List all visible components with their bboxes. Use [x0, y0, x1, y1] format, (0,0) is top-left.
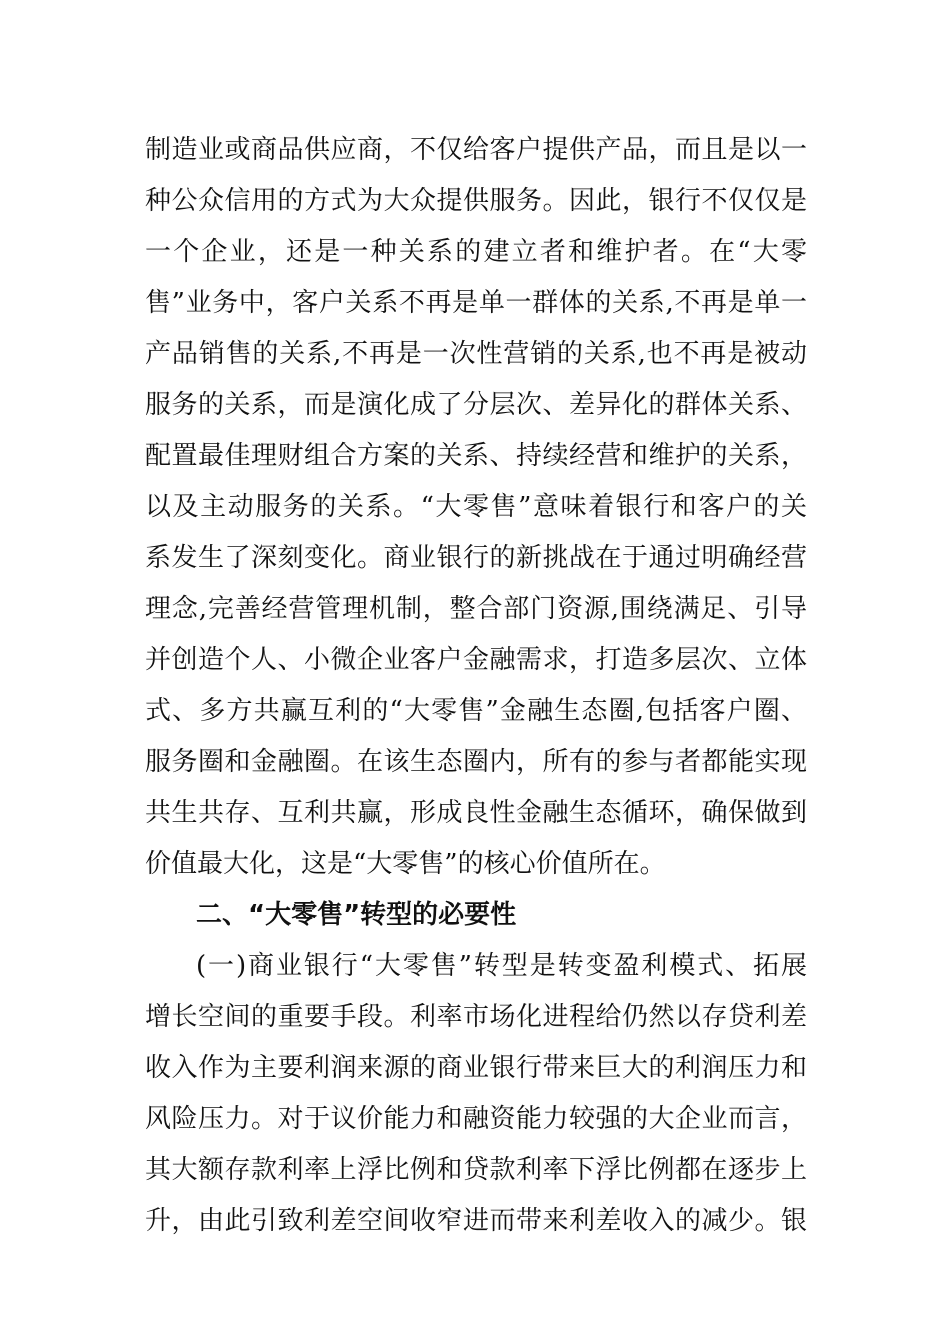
- paragraph-line: 一个企业，还是一种关系的建立者和维护者。在“大零: [145, 237, 807, 267]
- paragraph-line: 理念,完善经营管理机制，整合部门资源,围绕满足、引导: [145, 594, 807, 624]
- paragraph-line: 风险压力。对于议价能力和融资能力较强的大企业而言，: [145, 1104, 807, 1134]
- paragraph-line: 制造业或商品供应商，不仅给客户提供产品，而且是以一: [145, 135, 807, 165]
- paragraph-line: 服务的关系，而是演化成了分层次、差异化的群体关系、: [145, 390, 807, 420]
- section-heading: 二、“大零售”转型的必要性: [196, 900, 517, 930]
- paragraph-line: 配置最佳理财组合方案的关系、持续经营和维护的关系，: [145, 441, 807, 471]
- paragraph-line: 种公众信用的方式为大众提供服务。因此，银行不仅仅是: [145, 186, 807, 216]
- paragraph-line: 服务圈和金融圈。在该生态圈内，所有的参与者都能实现: [145, 747, 807, 777]
- paragraph-line: 增长空间的重要手段。利率市场化进程给仍然以存贷利差: [145, 1002, 807, 1032]
- paragraph-line: 售”业务中，客户关系不再是单一群体的关系,不再是单一: [145, 288, 807, 318]
- paragraph-line: 收入作为主要利润来源的商业银行带来巨大的利润压力和: [145, 1053, 807, 1083]
- paragraph-line: (一)商业银行“大零售”转型是转变盈利模式、拓展: [196, 951, 807, 981]
- paragraph-line: 升，由此引致利差空间收窄进而带来利差收入的减少。银: [145, 1206, 807, 1236]
- paragraph-line: 产品销售的关系,不再是一次性营销的关系,也不再是被动: [145, 339, 807, 369]
- paragraph-line: 共生共存、互利共赢，形成良性金融生态循环，确保做到: [145, 798, 807, 828]
- paragraph-line: 其大额存款利率上浮比例和贷款利率下浮比例都在逐步上: [145, 1155, 807, 1185]
- paragraph-line: 式、多方共赢互利的“大零售”金融生态圈,包括客户圈、: [145, 696, 807, 726]
- paragraph-line: 价值最大化，这是“大零售”的核心价值所在。: [145, 849, 666, 879]
- paragraph-line: 并创造个人、小微企业客户金融需求，打造多层次、立体: [145, 645, 807, 675]
- paragraph-line: 系发生了深刻变化。商业银行的新挑战在于通过明确经营: [145, 543, 807, 573]
- paragraph-line: 以及主动服务的关系。“大零售”意味着银行和客户的关: [145, 492, 807, 522]
